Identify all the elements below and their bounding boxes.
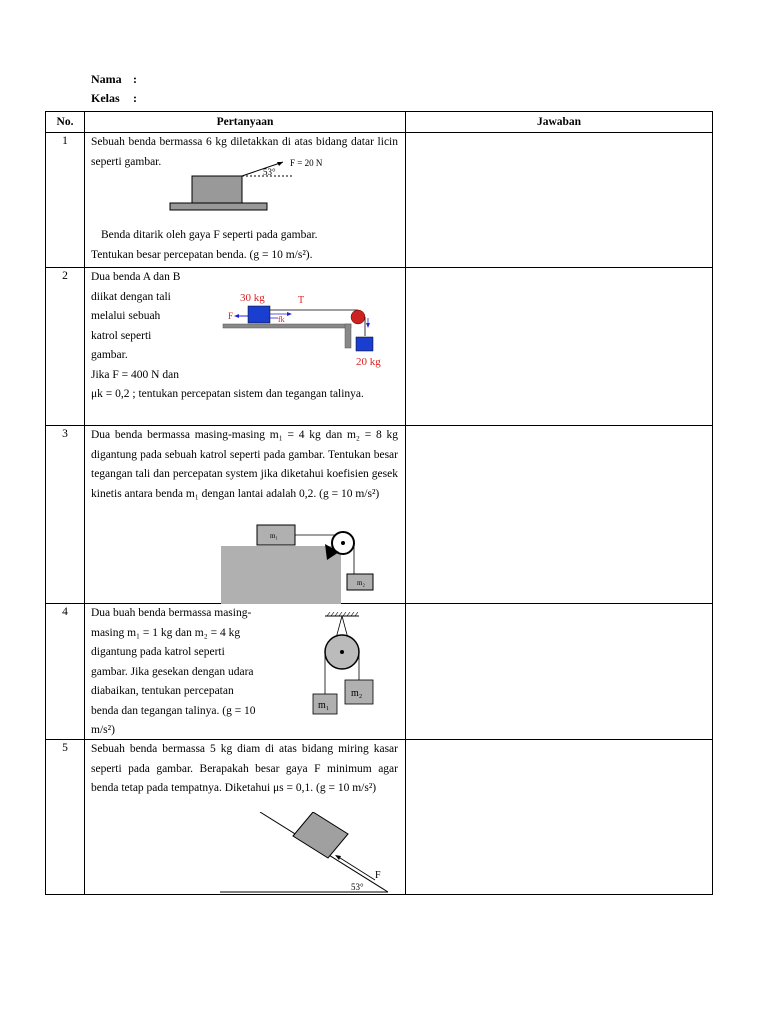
table-row	[46, 268, 713, 426]
question-text-line: m/s²)	[91, 724, 115, 736]
question-cell	[85, 133, 406, 268]
angle-label: 53°	[263, 167, 276, 177]
question-text: μk = 0,2 ; tentukan percepatan sistem dan tegangan talinya.	[91, 388, 364, 400]
answer-cell[interactable]	[406, 604, 713, 740]
tension-label: T	[298, 295, 305, 306]
question-text-line: Jika F = 400 N dan	[91, 368, 179, 381]
question-text: Dua benda bermassa masing-masing m₁ = 4 kg dan m₂ = 8 kg digantung pada sebuah katrol seperti pada gambar. Tentukan besar tegangan tali dan percepatan system jika diketahui koefisien gesek kinetis antara benda m₁ dengan lantai adalah 0,2. (g = 10 m/s²)	[91, 429, 398, 500]
table-row	[46, 426, 713, 604]
mass-b-label: 20 kg	[356, 356, 381, 368]
answer-cell[interactable]	[406, 426, 713, 604]
question-number: 2	[46, 268, 85, 426]
table-row	[46, 740, 713, 895]
friction-label: fk	[278, 315, 285, 324]
question-text-line: katrol seperti	[91, 329, 152, 342]
question-table	[45, 111, 713, 895]
question-text-line: gambar.	[91, 349, 128, 361]
question-cell	[85, 604, 406, 740]
angle-label: 53°	[351, 882, 364, 892]
answer-cell[interactable]	[406, 268, 713, 426]
question-cell	[85, 268, 406, 426]
name-field-label: Nama :	[91, 72, 137, 86]
question-text: Sebuah benda bermassa 6 kg diletakkan di atas bidang datar licin seperti gambar.	[91, 136, 398, 168]
question-number: 4	[46, 604, 85, 740]
answer-cell[interactable]	[406, 133, 713, 268]
m1-label: m₁	[270, 532, 278, 540]
col-header-no: No.	[46, 112, 85, 133]
question-number: 5	[46, 740, 85, 895]
m1-label: m₁	[318, 700, 330, 711]
inclined-plane-figure	[215, 812, 395, 894]
col-header-answer: Jawaban	[406, 112, 713, 133]
question-cell	[85, 426, 406, 604]
question-text-line: melalui sebuah	[91, 310, 161, 322]
table-pulley-figure	[219, 522, 389, 604]
question-text-line: diabaikan, tentukan percepatan	[91, 685, 234, 697]
question-cell	[85, 740, 406, 895]
force-label: F = 20 N	[290, 158, 323, 168]
question-text: Sebuah benda bermassa 5 kg diam di atas bidang miring kasar seperti pada gambar. Berapakah besar gaya F minimum agar benda tetap pada tempatnya. Diketahui μs = 0,1. (g = 10 m/s²)	[91, 743, 398, 794]
question-text-continued-2: Tentukan besar percepatan benda. (g = 10 m/s²).	[91, 248, 313, 261]
force-label: F	[375, 870, 381, 881]
question-number: 1	[46, 133, 85, 268]
block-on-flat-surface-figure	[165, 155, 325, 215]
m2-label: m₂	[357, 579, 365, 587]
table-header-row	[46, 112, 713, 133]
atwood-pulley-figure	[307, 612, 387, 732]
class-field-label: Kelas :	[91, 91, 137, 105]
question-text-line: masing m₁ = 1 kg dan m₂ = 4 kg	[91, 626, 241, 639]
question-text-line: benda dan tegangan talinya. (g = 10	[91, 704, 256, 717]
col-header-question: Pertanyaan	[85, 112, 406, 133]
force-label: F	[228, 311, 234, 321]
question-text-line: digantung pada katrol seperti	[91, 646, 225, 658]
table-row	[46, 133, 713, 268]
question-text-line: Dua benda A dan B	[91, 271, 181, 283]
question-text-continued: Benda ditarik oleh gaya F seperti pada gambar.	[101, 229, 318, 241]
question-text-line: Dua buah benda bermassa masing-	[91, 607, 252, 619]
table-row	[46, 604, 713, 740]
pulley-table-figure	[218, 288, 398, 368]
answer-cell[interactable]	[406, 740, 713, 895]
question-text-line: diikat dengan tali	[91, 290, 171, 303]
mass-a-label: 30 kg	[240, 292, 265, 304]
question-number: 3	[46, 426, 85, 604]
question-text-line: gambar. Jika gesekan dengan udara	[91, 665, 254, 678]
m2-label: m₂	[351, 688, 363, 699]
